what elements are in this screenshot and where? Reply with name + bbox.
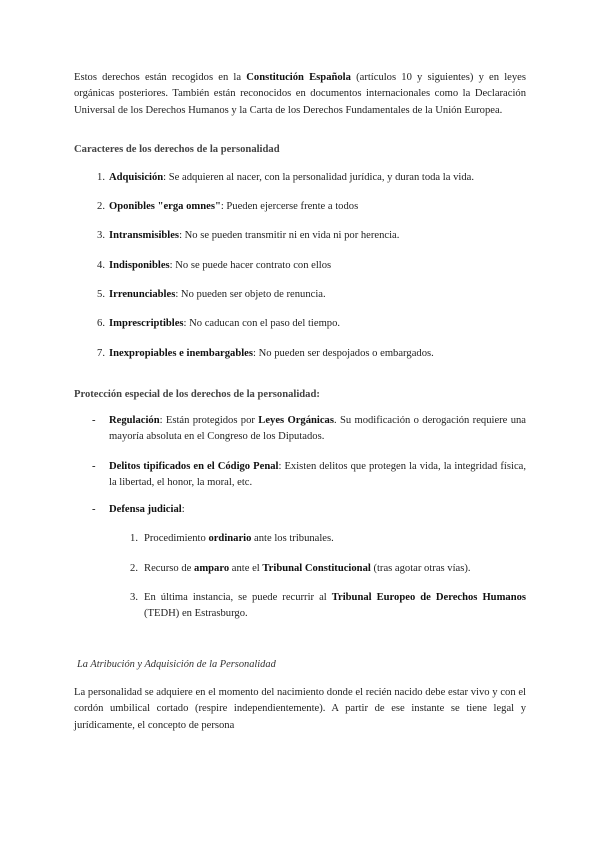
list-term: Tribunal Europeo de Derechos Humanos: [331, 592, 527, 603]
dash-bullet: -: [92, 504, 96, 515]
list-text: (tras agotar otras vías).: [370, 563, 471, 574]
list-term: Adquisición: [109, 172, 164, 183]
list-text: ante los tribunales.: [251, 533, 334, 544]
list-text: : No se puede hacer contrato con ellos: [169, 260, 332, 271]
delitos-item: [109, 459, 526, 492]
list-term: Intransmisibles: [109, 230, 180, 241]
list-text: En última instancia, se puede recurrir al: [144, 592, 332, 603]
intro-text-2: (artículos 10 y siguientes) y en leyes orgánicas posteriores. También están reconocidos en documentos internacionales como la Declaración Universal de los Derechos Humanos y la Carta de los Derechos Fundamentales de la Unión Europea.: [74, 72, 526, 116]
list-term: Indisponibles: [109, 260, 170, 271]
list-text: : No se pueden transmitir ni en vida ni por herencia.: [179, 230, 400, 241]
defensa-text: :: [181, 504, 185, 515]
list-term: Inexpropiables e inembargables: [109, 348, 254, 359]
list-number: 3.: [130, 592, 138, 603]
list-number: 1.: [130, 533, 138, 544]
list-text: ante el: [229, 563, 263, 574]
delitos-term: Delitos tipificados en el Código Penal: [109, 461, 279, 472]
list-term: Oponibles "erga omnes": [109, 201, 221, 212]
list-number: 2.: [130, 563, 138, 574]
list-text: Recurso de: [144, 563, 195, 574]
list-number: 3.: [97, 230, 105, 241]
list-term: Irrenunciables: [109, 289, 176, 300]
list-number: 2.: [97, 201, 105, 212]
list-text: : Pueden ejercerse frente a todos: [220, 201, 359, 212]
regulacion-text-1: : Están protegidos por: [159, 415, 259, 426]
regulacion-text-2: . Su modificación o derogación requiere una mayoría absoluta en el Congreso de los Diputados.: [109, 415, 526, 443]
proteccion-heading: Protección especial de los derechos de la personalidad:: [74, 389, 320, 400]
regulacion-item: [109, 413, 526, 446]
list-term: Imprescriptibles: [109, 318, 184, 329]
list-text: : No caducan con el paso del tiempo.: [183, 318, 341, 329]
caracteres-heading: Caracteres de los derechos de la personalidad: [74, 144, 280, 155]
list-number: 7.: [97, 348, 105, 359]
delitos-text: : Existen delitos que protegen la vida, la integridad física, la libertad, el honor, la moral, etc.: [109, 461, 526, 489]
dash-bullet: -: [92, 415, 96, 426]
intro-text-1: Estos derechos están recogidos en la: [74, 72, 247, 83]
regulacion-bold-leyes: Leyes Orgánicas: [258, 415, 334, 426]
dash-bullet: -: [92, 461, 96, 472]
list-text: : No pueden ser despojados o embargados.: [253, 348, 434, 359]
list-text: : No pueden ser objeto de renuncia.: [175, 289, 326, 300]
intro-paragraph: [74, 70, 526, 119]
list-number: 6.: [97, 318, 105, 329]
list-number: 1.: [97, 172, 105, 183]
list-text: : Se adquieren al nacer, con la personalidad jurídica, y duran toda la vida.: [163, 172, 474, 183]
defensa-term: Defensa judicial: [109, 504, 182, 515]
list-term: Tribunal Constitucional: [262, 563, 371, 574]
atribucion-paragraph: La personalidad se adquiere en el momento del nacimiento donde el recién nacido debe estar vivo y con el cordón umbilical cortado (respire independientemente). A partir de ese instante se tiene legal y jurídicamente, el concepto de persona: [74, 687, 526, 731]
defensa-item: [109, 502, 526, 518]
intro-bold-constitucion: Constitución Española: [246, 72, 351, 83]
atribucion-heading: La Atribución y Adquisición de la Personalidad: [77, 659, 276, 670]
list-number: 4.: [97, 260, 105, 271]
list-term: amparo: [194, 563, 230, 574]
list-number: 5.: [97, 289, 105, 300]
list-text: Procedimiento: [144, 533, 209, 544]
list-term: ordinario: [208, 533, 252, 544]
regulacion-term: Regulación: [109, 415, 160, 426]
list-text: (TEDH) en Estrasburgo.: [144, 608, 248, 620]
